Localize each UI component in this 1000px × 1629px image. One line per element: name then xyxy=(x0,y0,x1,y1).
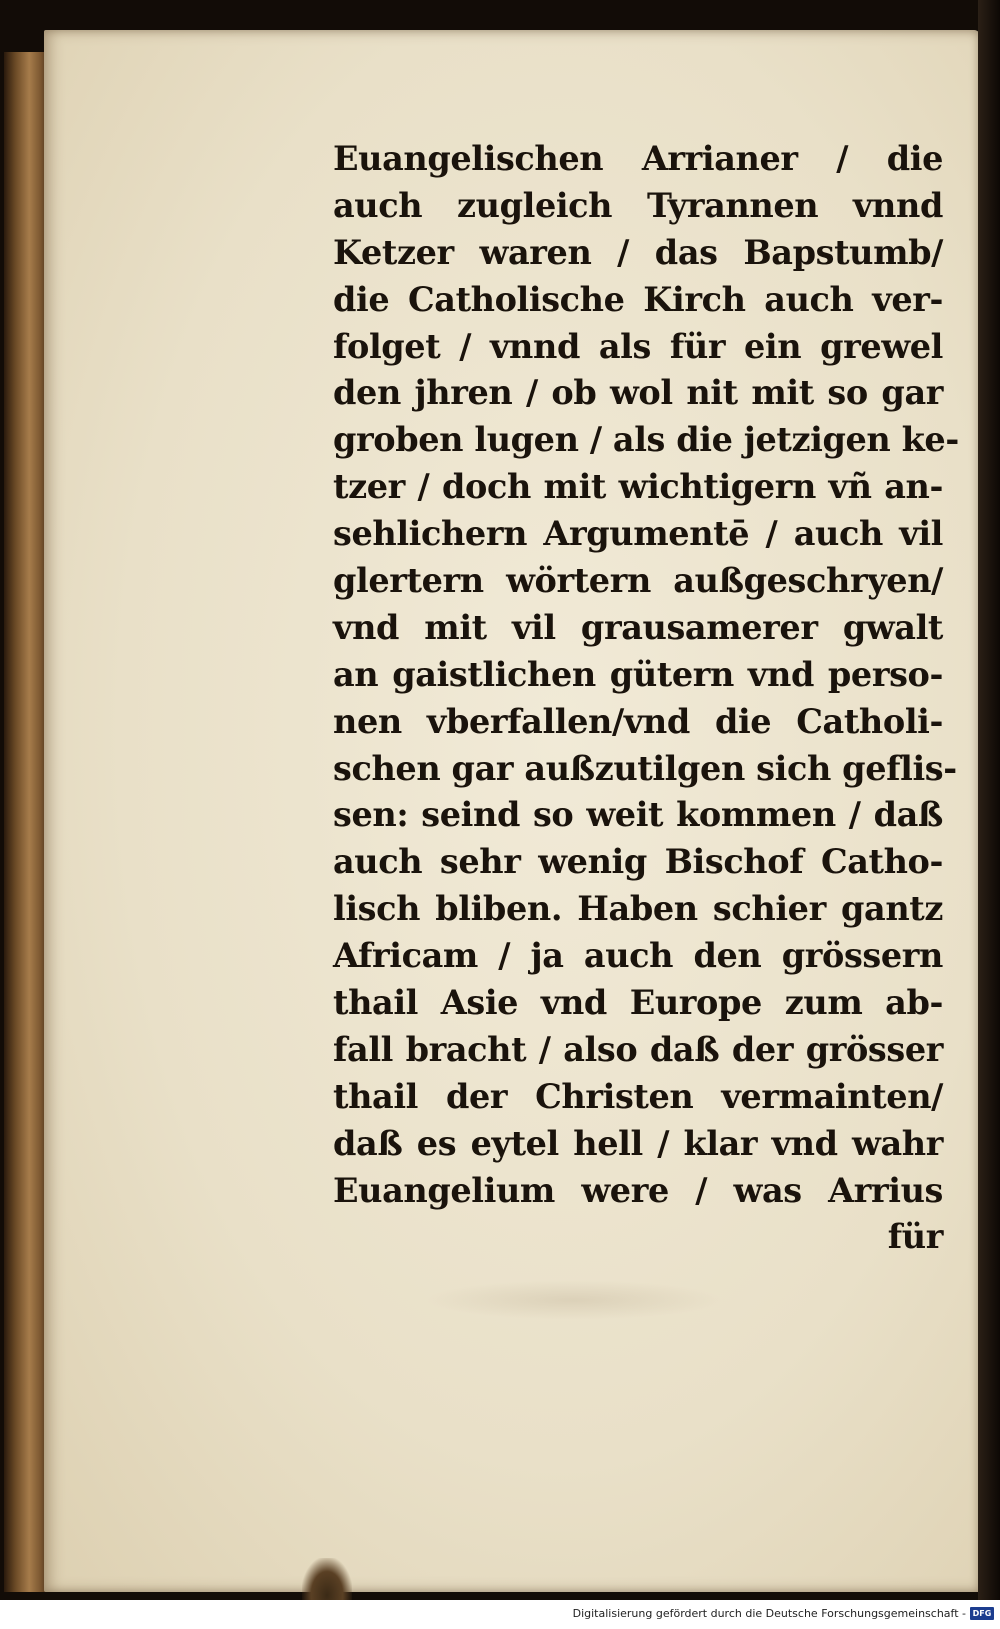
text-line: sen: seind so weit kommen / daß xyxy=(333,795,943,835)
text-line: auch sehr wenig Bischof Catho- xyxy=(333,842,943,882)
text-line: den jhren / ob wol nit mit so gar xyxy=(333,373,943,413)
text-line: nen vberfallen/vnd die Catholi- xyxy=(333,701,943,741)
text-line: Ketzer waren / das Bapstumb/ xyxy=(333,232,943,272)
catchword: für xyxy=(887,1217,943,1257)
text-line: die Catholische Kirch auch ver- xyxy=(333,279,943,319)
text-line: thail der Christen vermainten/ xyxy=(333,1076,943,1116)
ink-smudge xyxy=(424,1280,724,1320)
text-line: tzer / doch mit wichtigern vñ an- xyxy=(333,467,943,507)
text-line: Africam / ja auch den grössern xyxy=(333,936,943,976)
printed-text-block xyxy=(333,136,959,1261)
text-line: Euangelium were / was Arrius xyxy=(333,1170,943,1210)
dfg-logo: DFG xyxy=(970,1607,994,1620)
funding-credit: Digitalisierung gefördert durch die Deutsche Forschungsgemeinschaft - xyxy=(572,1607,966,1620)
text-line: lisch bliben. Haben schier gantz xyxy=(333,889,943,929)
text-line: folget / vnnd als für ein grewel xyxy=(333,326,943,366)
text-line: sehlichern Argumentē / auch vil xyxy=(333,514,943,554)
text-line: vnd mit vil grausamerer gwalt xyxy=(333,607,943,647)
text-line: daß es eytel hell / klar vnd wahr xyxy=(333,1123,943,1163)
text-line: auch zugleich Tyrannen vnnd xyxy=(333,185,943,225)
text-line: thail Asie vnd Europe zum ab- xyxy=(333,983,943,1023)
text-line: glertern wörtern außgeschryen/ xyxy=(333,561,943,601)
text-line: Euangelischen Arrianer / die xyxy=(333,139,943,178)
text-line: fall bracht / also daß der grösser xyxy=(333,1029,943,1069)
scan-border xyxy=(978,0,1000,1600)
footer-bar xyxy=(0,1600,1000,1629)
text-line: groben lugen / als die jetzigen ke- xyxy=(333,420,959,460)
text-line: an gaistlichen gütern vnd perso- xyxy=(333,654,943,694)
text-line: schen gar außzutilgen sich geflis- xyxy=(333,748,957,788)
